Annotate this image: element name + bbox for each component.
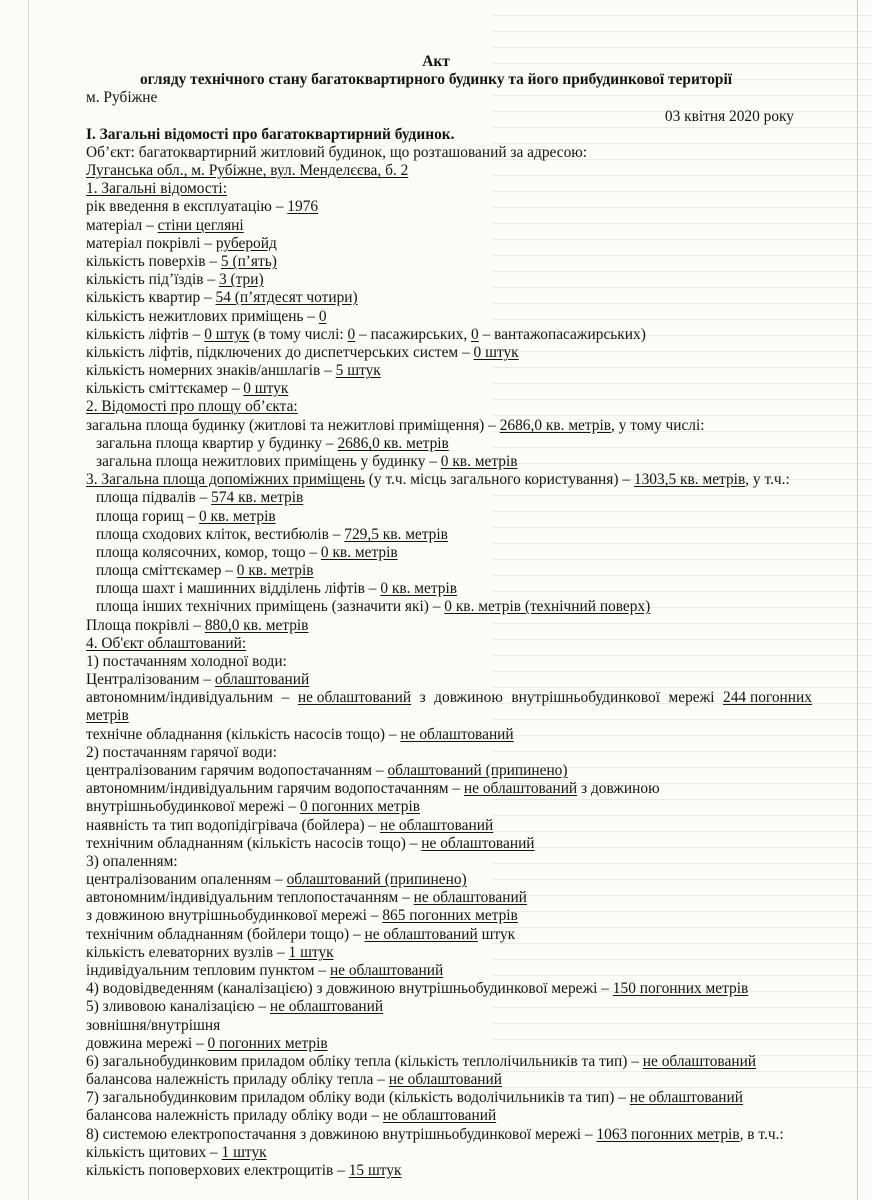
heat-tech-line <box>86 926 515 944</box>
aux-mid: (у т.ч. місць загального користування) – <box>364 471 634 488</box>
storm-length-label: довжина мережі – <box>86 1035 208 1052</box>
flats-label: кількість квартир – <box>86 289 216 306</box>
signs-value: 5 штук <box>335 362 381 379</box>
cold-auto-w4: з <box>419 689 426 706</box>
flats-area-line <box>96 435 449 453</box>
doc-date: 03 квітня 2020 року <box>664 108 794 125</box>
water-balance-label: балансова належність приладу обліку води – <box>86 1107 383 1124</box>
signs-line <box>86 362 381 380</box>
boards-line <box>86 1144 267 1162</box>
electric-value: 1063 погонних метрів <box>596 1126 740 1143</box>
nonres-area-value: 0 кв. метрів <box>440 453 518 470</box>
lifts-cargo: 0 <box>471 326 479 343</box>
lifts-end: – вантажопасажирських) <box>478 326 646 343</box>
heat-tech-value: не облаштований <box>364 926 478 943</box>
heat-tech-end: штук <box>477 926 516 943</box>
shaft-line <box>96 580 457 598</box>
year-value: 1976 <box>287 198 319 215</box>
hot-central-line <box>86 762 568 780</box>
total-area-end: , у тому числі: <box>611 417 705 434</box>
heat-net-value: 865 погонних метрів <box>382 907 518 924</box>
garbage-area-value: 0 кв. метрів <box>236 562 314 579</box>
basement-label: площа підвалів – <box>96 489 212 506</box>
heat-meter-value: не облаштований <box>642 1053 757 1070</box>
heat-central-label: централізованим опаленням – <box>86 871 287 888</box>
signs-label: кількість номерних знаків/аншлагів – <box>86 362 336 379</box>
aux-area-line <box>86 471 790 489</box>
cold-auto-w8: 244 погонних <box>723 689 812 706</box>
cold-auto-w6: внутрішньобудинкової <box>511 689 661 706</box>
itp-value: не облаштований <box>329 962 444 979</box>
heat-net-line <box>86 907 518 925</box>
water-meter-label: 7) загальнобудинковим приладом обліку води (кількість водолічильників та тип) – <box>86 1089 630 1106</box>
lifts-mid2: – пасажирських, <box>355 326 472 343</box>
aux-end: , у т.ч.: <box>745 471 790 488</box>
total-area-line <box>86 417 705 435</box>
heat-balance-value: не облаштований <box>388 1071 502 1088</box>
heat-central-value: облаштований (припинено) <box>286 871 467 888</box>
floors-line <box>86 253 277 271</box>
address: Луганська обл., м. Рубіжне, вул. Менделєєва, б. 2 <box>86 162 409 179</box>
hot-tech-label: технічним обладнанням (кількість насосів тощо) – <box>86 835 422 852</box>
cold-auto-w1: автономним/індивідуальним <box>86 689 274 706</box>
entrances-line <box>86 271 264 289</box>
equip-heading: 4. Об'єкт облаштований: <box>86 635 247 652</box>
lifts-passenger: 0 <box>347 326 356 343</box>
nonres-value: 0 <box>318 308 327 325</box>
hot-tech-line <box>86 835 535 853</box>
area-heading: 2. Відомості про площу об’єкта: <box>86 398 298 415</box>
garbage-area-line <box>96 562 314 580</box>
section-heading: I. Загальні відомості про багатоквартирний будинок. <box>86 126 455 143</box>
nonres-line <box>86 308 327 326</box>
electric-line <box>86 1126 784 1144</box>
doc-city: м. Рубіжне <box>86 89 158 106</box>
shaft-label: площа шахт і машинних відділень ліфтів – <box>96 580 381 597</box>
stroller-line <box>96 544 398 562</box>
heat-auto-label: автономним/індивідуальним теплопостачанням – <box>86 889 414 906</box>
heat-net-label: з довжиною внутрішньобудинкової мережі – <box>86 907 383 924</box>
wall-label: матеріал – <box>86 217 158 234</box>
heat-tech-label: технічним обладнанням (бойлери тощо) – <box>86 926 365 943</box>
roof-area-label: Площа покрівлі – <box>86 617 205 634</box>
sewer-label: 4) водовідведенням (каналізацією) з довжиною внутрішньобудинкової мережі – <box>86 980 613 997</box>
total-area-value: 2686,0 кв. метрів <box>499 417 612 434</box>
storm-label: 5) зливовою каналізацією – <box>86 998 270 1015</box>
lifts-mid: (в тому числі: <box>249 326 348 343</box>
object-line: Об’єкт: багатоквартирний житловий будинок, що розташований за адресою: <box>86 144 588 161</box>
cold-auto-cont: метрів <box>86 707 129 724</box>
floor-boards-label: кількість поповерхових електрощитів – <box>86 1162 349 1179</box>
stroller-value: 0 кв. метрів <box>320 544 398 561</box>
flats-area-label: загальна площа квартир у будинку – <box>96 435 338 452</box>
electric-end: , в т.ч.: <box>739 1126 784 1143</box>
doc-title: Акт <box>422 53 450 70</box>
elevator-label: кількість елеваторних вузлів – <box>86 944 289 961</box>
itp-label: індивідуальним тепловим пунктом – <box>86 962 330 979</box>
lifts-dispatch-line <box>86 344 519 362</box>
tech-area-line <box>96 598 650 616</box>
basement-value: 574 кв. метрів <box>211 489 304 506</box>
electric-label: 8) системою електропостачання з довжиною внутрішньобудинкової мережі – <box>86 1126 597 1143</box>
cold-central-label: Централізованим – <box>86 671 215 688</box>
hot-heading: 2) постачанням гарячої води: <box>86 744 277 761</box>
itp-line <box>86 962 443 980</box>
stairs-line <box>96 526 448 544</box>
nonres-label: кількість нежитлових приміщень – <box>86 308 319 325</box>
sewer-value: 150 погонних метрів <box>612 980 749 997</box>
attic-value: 0 кв. метрів <box>198 508 276 525</box>
boards-label: кількість щитових – <box>86 1144 222 1161</box>
hot-central-value: облаштований (припинено) <box>387 762 568 779</box>
floor-boards-line <box>86 1162 402 1180</box>
cold-auto-w5: довжиною <box>434 689 503 706</box>
hot-auto-value: не облаштований <box>463 780 578 797</box>
doc-subtitle: огляду технічного стану багатоквартирного будинку та його прибудинкової території <box>139 71 733 88</box>
roof-area-line <box>86 617 308 635</box>
lifts-label: кількість ліфтів – <box>86 326 205 343</box>
hot-net-value: 0 погонних метрів <box>299 798 421 815</box>
lifts-dispatch-label: кількість ліфтів, підключених до диспетчерських систем – <box>86 344 474 361</box>
floors-label: кількість поверхів – <box>86 253 221 270</box>
sewer-line <box>86 980 748 998</box>
total-area-label: загальна площа будинку (житлові та нежитлові приміщення) – <box>86 417 500 434</box>
heat-meter-label: 6) загальнобудинковим приладом обліку тепла (кількість теплолічильників та тип) – <box>86 1053 643 1070</box>
water-balance-line <box>86 1107 496 1125</box>
boards-value: 1 штук <box>221 1144 267 1161</box>
tech-area-label: площа інших технічних приміщень (зазначити які) – <box>96 598 445 615</box>
roof-material-label: матеріал покрівлі – <box>86 235 216 252</box>
floors-value: 5 (п’ять) <box>220 253 277 270</box>
page-edge-right <box>857 0 858 1200</box>
heat-auto-line <box>86 889 527 907</box>
wall-line <box>86 217 244 235</box>
storm-value: не облаштований <box>269 998 384 1015</box>
garbage-value: 0 штук <box>243 380 289 397</box>
flats-area-value: 2686,0 кв. метрів <box>337 435 449 452</box>
wall-value: стіни цегляні <box>157 217 244 234</box>
heat-meter-line <box>86 1053 756 1071</box>
heat-heading: 3) опаленням: <box>86 853 178 870</box>
storm-length-line <box>86 1035 328 1053</box>
storm-io: зовнішня/внутрішня <box>86 1017 221 1034</box>
aux-value: 1303,5 кв. метрів <box>633 471 746 488</box>
storm-length-value: 0 погонних метрів <box>207 1035 328 1052</box>
garbage-area-label: площа сміттєкамер – <box>96 562 237 579</box>
cold-auto-line <box>86 689 812 707</box>
floor-boards-value: 15 штук <box>348 1162 402 1179</box>
elevator-value: 1 штук <box>288 944 334 961</box>
roof-material-line <box>86 235 277 253</box>
entrances-value: 3 (три) <box>218 271 264 288</box>
hot-net-line <box>86 798 420 816</box>
nonres-area-line <box>96 453 518 471</box>
cold-tech-value: не облаштований <box>400 726 514 743</box>
garbage-label: кількість сміттєкамер – <box>86 380 244 397</box>
basement-line <box>96 489 303 507</box>
cold-tech-label: технічне обладнання (кількість насосів тощо) – <box>86 726 401 743</box>
lifts-line <box>86 326 646 344</box>
water-meter-value: не облаштований <box>629 1089 743 1106</box>
roof-material-value: руберойд <box>215 235 277 252</box>
nonres-area-label: загальна площа нежитлових приміщень у будинку – <box>96 453 441 470</box>
water-meter-line <box>86 1089 743 1107</box>
hot-central-label: централізованим гарячим водопостачанням – <box>86 762 388 779</box>
page-edge-left <box>28 0 29 1200</box>
flats-line <box>86 289 358 307</box>
cold-auto-w3: не облаштований <box>297 689 412 706</box>
lifts-value: 0 штук <box>204 326 250 343</box>
attic-label: площа горищ – <box>96 508 199 525</box>
heat-balance-line <box>86 1071 502 1089</box>
boiler-label: наявність та тип водопідігрівача (бойлера) – <box>86 817 380 834</box>
attic-line <box>96 508 276 526</box>
boiler-value: не облаштований <box>379 817 494 834</box>
boiler-line <box>86 817 493 835</box>
cold-auto-w7: мережі <box>668 689 715 706</box>
storm-line <box>86 998 383 1016</box>
show-through-text <box>492 0 872 1100</box>
garbage-line <box>86 380 288 398</box>
stairs-value: 729,5 кв. метрів <box>344 526 448 543</box>
hot-auto-label: автономним/індивідуальним гарячим водопостачанням – <box>86 780 464 797</box>
stairs-label: площа сходових кліток, вестибюлів – <box>96 526 345 543</box>
cold-heading: 1) постачанням холодної води: <box>86 653 287 670</box>
heat-balance-label: балансова належність приладу обліку тепла – <box>86 1071 389 1088</box>
hot-tech-value: не облаштований <box>421 835 535 852</box>
hot-auto-line <box>86 780 660 798</box>
shaft-value: 0 кв. метрів <box>380 580 458 597</box>
water-balance-value: не облаштований <box>382 1107 497 1124</box>
hot-net-label: внутрішньобудинкової мережі – <box>86 798 300 815</box>
cold-auto-w2: – <box>281 689 290 706</box>
flats-value: 54 (п’ятдесят чотири) <box>215 289 358 306</box>
tech-area-value: 0 кв. метрів (технічний поверх) <box>444 598 651 615</box>
stroller-label: площа колясочних, комор, тощо – <box>96 544 321 561</box>
general-heading: 1. Загальні відомості: <box>86 180 227 197</box>
heat-central-line <box>86 871 467 889</box>
roof-area-value: 880,0 кв. метрів <box>204 617 309 634</box>
heat-auto-value: не облаштований <box>413 889 527 906</box>
year-line <box>86 198 318 216</box>
lifts-dispatch-value: 0 штук <box>473 344 519 361</box>
cold-central-line <box>86 671 309 689</box>
aux-heading: 3. Загальна площа допоміжних приміщень <box>86 471 365 488</box>
year-label: рік введення в експлуатацію – <box>86 198 288 215</box>
cold-central-value: облаштований <box>214 671 310 688</box>
elevator-line <box>86 944 334 962</box>
entrances-label: кількість під’їздів – <box>86 271 219 288</box>
cold-tech-line <box>86 726 514 744</box>
hot-auto-end: з довжиною <box>577 780 660 797</box>
